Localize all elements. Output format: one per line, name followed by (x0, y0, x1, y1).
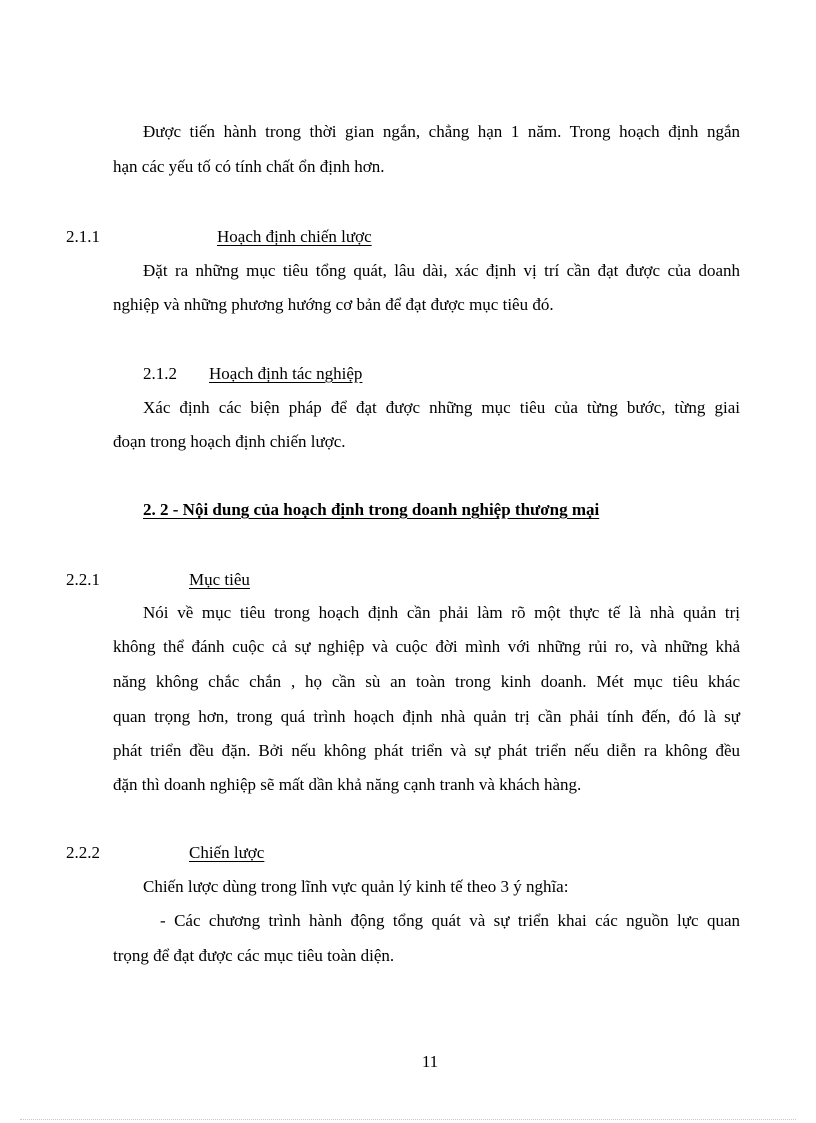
paragraph-line: nghiệp và những phương hướng cơ bản để đạt được mục tiêu đó. (113, 295, 554, 314)
paragraph-line: Đặt ra những mục tiêu tổng quát, lâu dài, xác định vị trí cần đạt được của doanh (143, 261, 740, 280)
section-number: 2.1.2 (143, 364, 177, 383)
section-number: 2.2.2 (66, 843, 100, 862)
paragraph-line: hạn các yếu tố có tính chất ổn định hơn. (113, 157, 385, 176)
footer-divider (20, 1119, 796, 1120)
paragraph-line: năng không chắc chắn , họ cần sù an toàn trong kinh doanh. Mét mục tiêu khác (113, 672, 740, 691)
paragraph-line: quan trọng hơn, trong quá trình hoạch định nhà quản trị cần phải tính đến, đó là sự (113, 707, 740, 726)
page-number: 11 (421, 1052, 439, 1071)
section-heading: Mục tiêu (189, 570, 250, 589)
section-number: 2.2.1 (66, 570, 100, 589)
paragraph-line: đoạn trong hoạch định chiến lược. (113, 432, 346, 451)
paragraph-line: - Các chương trình hành động tổng quát và sự triển khai các nguồn lực quan (160, 911, 740, 930)
section-heading: Hoạch định tác nghiệp (209, 364, 363, 383)
paragraph-line: Được tiến hành trong thời gian ngắn, chẳng hạn 1 năm. Trong hoạch định ngắn (143, 122, 740, 141)
section-heading: Hoạch định chiến lược (217, 227, 372, 246)
paragraph-line: phát triển đều đặn. Bởi nếu không phát triển và sự phát triển nếu diễn ra không đều (113, 741, 740, 760)
paragraph-line: trọng để đạt được các mục tiêu toàn diện. (113, 946, 395, 965)
paragraph-line: Chiến lược dùng trong lĩnh vực quản lý kinh tế theo 3 ý nghĩa: (143, 877, 569, 896)
paragraph-line: không thể đánh cuộc cả sự nghiệp và cuộc đời mình với những rủi ro, và những khả (113, 637, 740, 656)
paragraph-line: Nói về mục tiêu trong hoạch định cần phải làm rõ một thực tế là nhà quản trị (143, 603, 740, 622)
section-number: 2.1.1 (66, 227, 100, 246)
paragraph-line: đặn thì doanh nghiệp sẽ mất dần khả năng cạnh tranh và khách hàng. (113, 775, 582, 794)
chapter-heading: 2. 2 - Nội dung của hoạch định trong doanh nghiệp thương mại (143, 500, 600, 519)
section-heading: Chiến lược (189, 843, 265, 862)
paragraph-line: Xác định các biện pháp để đạt được những mục tiêu của từng bước, từng giai (143, 398, 740, 417)
